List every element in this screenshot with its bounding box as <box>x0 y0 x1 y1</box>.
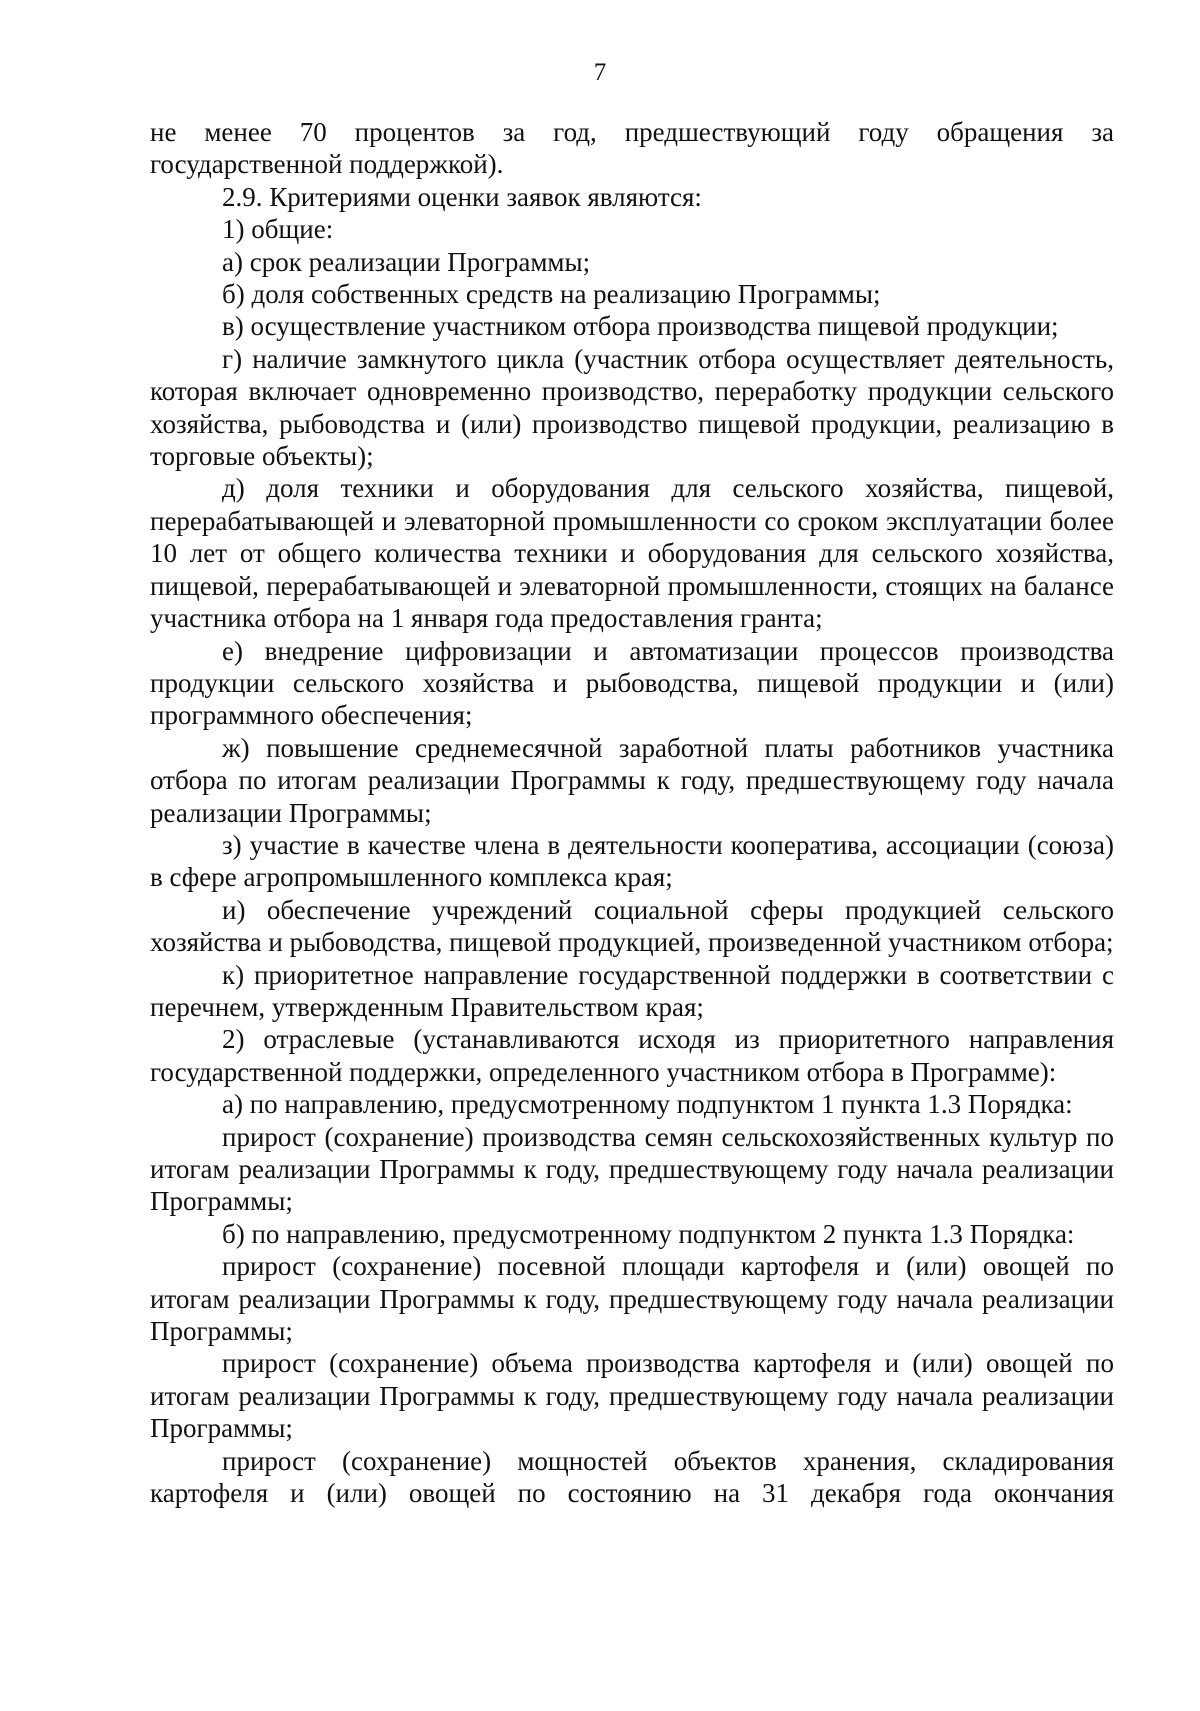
paragraph-item-z: з) участие в качестве члена в деятельности кооператива, ассоциации (союза) в сфере агропромышленного комплекса края; <box>150 829 1114 893</box>
paragraph-production-volume-growth: прирост (сохранение) объема производства картофеля и (или) овощей по итогам реализации Программы к году, предшествующему году начала реализации Программы; <box>150 1348 1114 1444</box>
paragraph-item-b: б) доля собственных средств на реализацию Программы; <box>222 279 881 310</box>
page-number: 7 <box>593 59 607 86</box>
paragraph-storage-capacity-growth: прирост (сохранение) мощностей объектов хранения, складирования картофеля и (или) овощей по состоянию на 31 декабря года окончания <box>150 1445 1114 1509</box>
paragraph-sectoral-a: а) по направлению, предусмотренному подпунктом 1 пункта 1.3 Порядка: <box>222 1089 1073 1120</box>
paragraph-item-g: г) наличие замкнутого цикла (участник отбора осуществляет деятельность, которая включает одновременно производство, переработку продукции сельского хозяйства, рыбоводства и (или) производство пищевой продукции, реализацию в торговые объекты); <box>150 343 1114 472</box>
paragraph-sectoral-b: б) по направлению, предусмотренному подпунктом 2 пункта 1.3 Порядка: <box>222 1218 1075 1249</box>
paragraph-seed-growth: прирост (сохранение) производства семян сельскохозяйственных культур по итогам реализации Программы к году, предшествующему году начала реализации Программы; <box>150 1121 1114 1217</box>
paragraph-continuation: не менее 70 процентов за год, предшествующий году обращения за государственной поддержкой). <box>150 117 1114 180</box>
paragraph-planting-area-growth: прирост (сохранение) посевной площади картофеля и (или) овощей по итогам реализации Программы к году, предшествующему году начала реализации Программы; <box>150 1251 1114 1347</box>
paragraph-item-d: д) доля техники и оборудования для сельского хозяйства, пищевой, перерабатывающей и элеваторной промышленности со сроком эксплуатации более 10 лет от общего количества техники и оборудования для сельского хозяйства, пищевой, перерабатывающей и элеваторной промышленности, стоящих на балансе участника отбора на 1 января года предоставления гранта; <box>150 473 1114 634</box>
paragraph-item-k: к) приоритетное направление государственной поддержки в соответствии с перечнем, утвержденным Правительством края; <box>150 959 1114 1022</box>
document-body <box>150 116 1114 1509</box>
paragraph-criteria-heading: 2.9. Критериями оценки заявок являются: <box>222 181 702 212</box>
paragraph-item-a: а) срок реализации Программы; <box>222 246 591 277</box>
paragraph-general-heading: 1) общие: <box>222 214 334 245</box>
paragraph-sectoral-heading: 2) отраслевые (устанавливаются исходя из приоритетного направления государственной поддержки, определенного участником отбора в Программе): <box>150 1024 1114 1087</box>
paragraph-item-i: и) обеспечение учреждений социальной сферы продукцией сельского хозяйства и рыбоводства, пищевой продукцией, произведенной участником отбора; <box>150 894 1114 958</box>
paragraph-item-v: в) осуществление участником отбора производства пищевой продукции; <box>222 311 1059 342</box>
paragraph-item-zh: ж) повышение среднемесячной заработной платы работников участника отбора по итогам реализации Программы к году, предшествующему году начала реализации Программы; <box>150 732 1114 828</box>
paragraph-item-e: е) внедрение цифровизации и автоматизации процессов производства продукции сельского хозяйства и рыбоводства, пищевой продукции и (или) программного обеспечения; <box>150 635 1114 731</box>
